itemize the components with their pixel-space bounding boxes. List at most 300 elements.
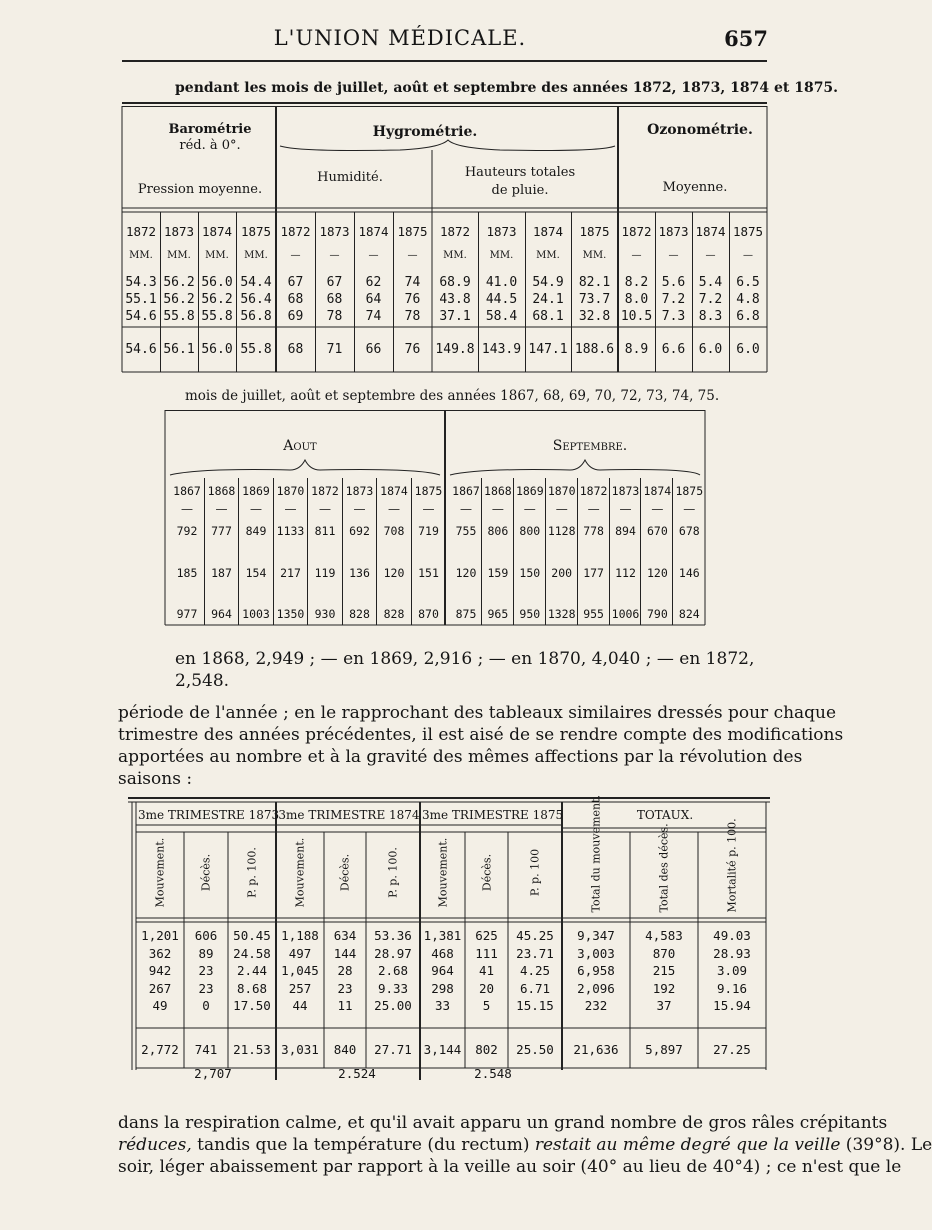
table-cell: 298 [431,980,454,996]
subtotal-cell: 2.524 [338,1066,376,1081]
year-header: 1874 [358,224,389,239]
page-number: 657 [724,26,768,51]
table-cell: 67 [287,275,304,290]
table-cell: 15.15 [516,998,554,1013]
table-cell: 964 [431,963,454,978]
unit-label: — [631,250,642,261]
text3-line1: dans la respiration calme, et qu'il avait apparu un grand nombre de gros râles crépitants [118,1113,888,1133]
table-cell: 778 [583,524,604,538]
table-cell: 232 [584,998,608,1013]
table-cell: 55.1 [125,292,157,307]
table-cell: 2.68 [377,963,409,978]
table-cell: 37 [656,998,672,1013]
year-header: 1875 [675,484,704,498]
group-totaux: TOTAUX. [636,808,694,822]
total-cell: 741 [194,1042,218,1057]
table-cell: 670 [647,524,668,538]
unit-label: — [705,250,716,261]
unit-label: — [368,250,379,261]
table-cell: 24.1 [532,292,564,307]
table-cell: 678 [678,524,700,538]
total-cell: 25.50 [516,1042,554,1057]
column-rule [655,212,656,372]
table-cell: 692 [349,524,370,538]
table-cell: 8.0 [624,292,649,307]
table-cell: 4.25 [519,963,551,978]
total-cell: 977 [176,607,198,621]
table-cell: 719 [418,524,439,538]
total-cell: 1350 [276,607,305,621]
table-cell: 37.1 [439,309,471,324]
table-cell: 64 [365,292,382,307]
total-cell: 27.71 [374,1042,412,1057]
total-cell: 1006 [611,607,640,621]
total-cell: 8.9 [624,342,649,357]
unit-label: MM. [536,250,560,261]
table-cell: 3.09 [716,963,748,978]
table-cell: 32.8 [578,309,611,324]
total-cell: 950 [519,607,541,621]
column-rule [198,212,199,372]
table-cell: 792 [176,524,198,538]
column-header: Mouvement. [436,837,449,908]
text1-line1: en 1868, 2,949 ; — en 1869, 2,916 ; — en 1870, 4,040 ; — en 1872, [175,649,755,669]
table-cell: 120 [647,566,668,580]
total-cell: 56.1 [163,342,195,357]
text3-line3: soir, léger abaissement par rapport à la veille au soir (40° au lieu de 40°4) ; ce n'est que le [118,1157,902,1177]
text1-line2: 2,548. [175,671,230,691]
table-cell: 23.71 [516,945,554,961]
table-cell: 154 [245,566,267,580]
table-cell: 44.5 [485,292,518,307]
table1-caption: pendant les mois de juillet, août et septembre des années 1872, 1873, 1874 et 1875. [175,80,839,96]
total-cell: 149.8 [435,342,475,357]
text2-line2: trimestre des années précédentes, il est aisé de se rendre compte des modifications [118,725,844,745]
table-cell: 11 [337,998,353,1013]
group-1874: 3me TRIMESTRE 1874 [278,808,420,822]
table-cell: 67 [326,275,343,290]
column-header: P. p. 100. [245,847,259,898]
table-cell: 56.8 [240,309,272,324]
table-cell: 942 [148,963,172,978]
table-cell: 54.4 [240,275,272,290]
total-cell: 143.9 [481,342,522,357]
table-cell: 50.45 [233,928,271,943]
total-cell: 21,636 [573,1042,619,1057]
dash-cell: — [683,502,696,516]
table-cell: 111 [475,945,498,961]
column-rule [354,212,355,372]
barometrie-sub: réd. à 0°. [179,138,241,153]
table-cell: 119 [314,566,336,580]
table-cell: 74 [365,309,382,324]
table-cell: 15.94 [713,998,751,1013]
table-cell: 8.2 [624,275,649,290]
table-cell: 3,003 [577,945,615,961]
total-cell: 27.25 [713,1042,751,1057]
group-1875: 3me TRIMESTRE 1875 [422,808,564,822]
total-cell: 828 [349,607,370,621]
total-cell: 824 [678,607,700,621]
table-cell: 28 [337,963,353,978]
table-cell: 54.3 [125,275,157,290]
column-rule [342,478,343,625]
table-cell: 56.0 [201,275,233,290]
dash-cell: — [555,502,568,516]
dash-cell: — [587,502,600,516]
unit-label: — [407,250,418,261]
table-cell: 150 [519,566,541,580]
table2-caption: mois de juillet, août et septembre des années 1867, 68, 69, 70, 72, 73, 74, 75. [185,388,720,404]
table-cell: 8.68 [236,980,268,996]
table-cell: 7.2 [698,292,723,307]
year-header: 1867 [173,484,201,498]
table-cell: 76 [404,292,421,307]
table-cell: 69 [287,309,304,324]
unit-label: — [668,250,679,261]
year-header: 1867 [452,484,480,498]
year-header: 1869 [515,484,544,498]
table-cell: 68.1 [532,309,564,324]
year-header: 1873 [345,484,374,498]
table-cell: 62 [365,275,382,290]
column-header: Total des décès. [657,823,671,913]
text3-line2 [118,1134,932,1156]
table-cell: 43.8 [439,292,471,307]
total-cell: 76 [404,342,421,357]
column-header: Total du mouvement. [589,794,603,913]
total-cell: 955 [583,607,604,621]
total-cell: 790 [647,607,668,621]
total-cell: 3,031 [281,1042,319,1057]
table-cell: 185 [176,566,198,580]
table-cell: 78 [326,309,343,324]
table-cell: 136 [349,566,370,580]
table-cell: 58.4 [485,309,518,324]
table-cell: 28.93 [713,945,751,961]
table-cell: 55.8 [163,309,195,324]
total-cell: 71 [326,342,343,357]
total-cell: 188.6 [574,342,615,357]
year-header: 1873 [611,484,640,498]
column-rule [481,478,482,625]
table-cell: 0 [202,998,210,1013]
year-header: 1869 [242,484,270,498]
year-header: 1875 [397,224,428,239]
table-cell: 23 [198,963,214,978]
table-cell: 1,188 [281,928,319,943]
column-rule [672,478,673,625]
total-cell: 2,772 [141,1042,179,1057]
dash-cell: — [353,502,366,516]
total-cell: 6.0 [698,342,723,357]
table-cell: 144 [333,945,357,961]
table-cell: 634 [333,928,357,943]
dash-cell: — [215,502,228,516]
table-cell: 200 [551,566,573,580]
year-header: 1872 [439,224,471,239]
total-cell: 6.0 [736,342,760,357]
column-rule [376,478,377,625]
year-header: 1874 [201,224,233,239]
column-rule [411,478,412,625]
pluie-label: de pluie. [491,183,549,198]
column-rule [478,212,479,372]
unit-label: MM. [443,250,467,261]
total-cell: 21.53 [233,1042,271,1057]
column-rule [525,212,526,372]
table-cell: 159 [487,566,509,580]
table-cell: 497 [288,945,312,961]
year-header: 1873 [658,224,689,239]
table-cell: 68 [326,292,343,307]
column-header: Mortalité p. 100. [725,818,739,913]
table-cell: 1133 [276,524,305,538]
year-header: 1875 [414,484,443,498]
unit-label: — [290,250,301,261]
total-cell: 964 [211,607,232,621]
column-header: Mouvement. [153,837,167,908]
column-rule [307,478,308,625]
table-cell: 25.00 [374,998,412,1013]
table-cell: 55.8 [201,309,233,324]
text2-line1: période de l'année ; en le rapprochant des tableaux similaires dressés pour chaque [118,703,837,723]
text2-line4: saisons : [118,769,193,789]
dash-cell: — [460,502,472,516]
unit-label: MM. [489,250,514,261]
dash-cell: — [619,502,632,516]
text2-line3: apportées au nombre et à la gravité des mêmes affections par la révolution des [118,747,803,767]
table-cell: 120 [455,566,477,580]
total-cell: 147.1 [528,342,568,357]
total-cell: 5,897 [645,1042,683,1057]
column-rule [236,212,237,372]
table-cell: 20 [478,980,495,996]
subtotal-cell: 2.548 [474,1066,512,1081]
total-cell: 875 [455,607,477,621]
column-rule [692,212,693,372]
column-rule [160,212,161,372]
year-header: 1875 [240,224,272,239]
year-header: 1872 [621,224,652,239]
column-rule [393,212,394,372]
year-header: 1868 [207,484,236,498]
table-cell: 6.71 [519,980,551,996]
year-header: 1873 [163,224,195,239]
table-cell: 217 [280,566,301,580]
table-cell: 192 [652,980,676,996]
total-cell: 6.6 [661,342,686,357]
table-cell: 2,096 [577,980,615,996]
total-cell: 55.8 [240,342,272,357]
table-cell: 24.58 [233,945,271,961]
total-cell: 3,144 [423,1042,462,1057]
unit-label: MM. [167,250,191,261]
total-cell: 68 [287,342,304,357]
table-cell: 7.3 [661,309,686,324]
dash-cell: — [651,502,664,516]
table-cell: 82.1 [578,275,611,290]
column-header: P. p. 100 [528,848,542,897]
table-cell: 89 [198,945,214,961]
table-cell: 606 [194,928,218,943]
unit-label: MM. [205,250,229,261]
table-cell: 78 [404,309,421,324]
dash-cell: — [181,502,193,516]
text3-l2b: tandis que la température (du rectum) [191,1135,535,1155]
table2-rules-svg [0,400,800,640]
table-cell: 5.4 [698,275,723,290]
total-cell: 56.0 [201,342,233,357]
table-cell: 9.33 [377,980,409,996]
table-cell: 146 [678,566,700,580]
column-rule [513,478,514,625]
table-cell: 755 [455,524,477,538]
table-cell: 6.5 [736,275,760,290]
table-cell: 6.8 [736,309,760,324]
subtotal-cell: 2,707 [194,1066,232,1081]
table-cell: 8.3 [698,309,723,324]
humidite-label: Humidité. [317,170,383,185]
table-cell: 151 [418,566,439,580]
hauteurs-label: Hauteurs totales [464,165,576,180]
table-cell: 177 [583,566,604,580]
table-cell: 17.50 [233,998,271,1013]
year-header: 1874 [643,484,672,498]
table-cell: 49.03 [713,928,751,943]
column-rule [640,478,641,625]
total-cell: 66 [365,342,382,357]
table-cell: 215 [652,963,676,978]
table-cell: 73.7 [578,292,611,307]
year-header: 1874 [695,224,726,239]
table-cell: 74 [404,275,421,290]
table-cell: 468 [431,945,454,961]
table-cell: 9,347 [577,928,615,943]
unit-label: MM. [129,250,153,261]
table-cell: 45.25 [516,928,554,943]
table-cell: 23 [337,980,353,996]
table-cell: 54.6 [125,309,157,324]
column-header: P. p. 100. [386,847,400,898]
table-cell: 800 [519,524,541,538]
column-rule [729,212,730,372]
table-cell: 625 [475,928,498,943]
year-header: 1875 [732,224,764,239]
column-rule [315,212,316,372]
unit-label: — [743,250,753,261]
total-cell: 840 [333,1042,357,1057]
column-header: Mouvement. [293,837,307,908]
column-rule [609,478,610,625]
table-cell: 1,201 [141,928,179,943]
hygrometrie-title: Hygrométrie. [372,124,478,140]
dash-cell: — [388,502,400,516]
table-cell: 9.16 [716,980,748,996]
moyenne-label: Moyenne. [662,180,728,195]
unit-label: MM. [244,250,268,261]
table-cell: 4,583 [645,928,683,943]
year-header: 1872 [280,224,311,239]
unit-label: MM. [582,250,607,261]
table-cell: 2.44 [236,963,268,978]
table-cell: 5.6 [661,275,686,290]
table-cell: 708 [383,524,405,538]
table1-rules-svg [0,0,800,400]
year-header: 1873 [486,224,517,239]
table-cell: 1128 [547,524,576,538]
table-cell: 68.9 [439,275,471,290]
column-rule [545,478,546,625]
table-cell: 56.4 [240,292,272,307]
dash-cell: — [523,502,536,516]
table-cell: 28.97 [374,945,412,961]
table-cell: 56.2 [163,292,195,307]
text3-l2d: (39°8). Le [840,1135,932,1155]
pression-label: Pression moyenne. [137,182,263,197]
column-header: Décès. [480,853,493,892]
table-cell: 33 [434,998,451,1013]
year-header: 1875 [579,224,610,239]
column-rule [571,212,572,372]
journal-title: L'UNION MÉDICALE. [273,26,527,50]
table-cell: 10.5 [620,309,653,324]
table-cell: 112 [615,566,636,580]
text3-italic-c: restait au même degré que la veille [534,1135,841,1155]
total-cell: 1328 [547,607,576,621]
year-header: 1870 [547,484,576,498]
year-header: 1874 [532,224,564,239]
table-cell: 777 [211,524,232,538]
dash-cell: — [284,502,297,516]
table-cell: 187 [211,566,232,580]
barometrie-title: Barométrie [168,122,252,137]
total-cell: 54.6 [125,342,157,357]
year-header: 1873 [319,224,350,239]
table-cell: 870 [652,945,676,961]
table-cell: 811 [314,524,336,538]
year-header: 1868 [484,484,512,498]
text3-italic-a: réduces, [118,1135,192,1155]
year-header: 1872 [311,484,339,498]
ozonometrie-title: Ozonométrie. [647,122,753,138]
table-cell: 56.2 [163,275,195,290]
table-cell: 41.0 [485,275,518,290]
table-cell: 53.36 [374,928,412,943]
table-cell: 6,958 [577,963,615,978]
table-cell: 120 [383,566,405,580]
column-rule [577,478,578,625]
year-header: 1874 [380,484,408,498]
dash-cell: — [319,502,331,516]
column-rule [273,478,274,625]
column-header: Décès. [199,853,213,892]
dash-cell: — [250,502,262,516]
total-cell: 870 [418,607,439,621]
unit-label: — [329,250,340,261]
total-cell: 1003 [242,607,270,621]
column-rule [204,478,205,625]
year-header: 1870 [276,484,305,498]
table-cell: 267 [148,980,172,996]
table-cell: 44 [292,998,308,1013]
table-cell: 68 [287,292,304,307]
total-cell: 965 [487,607,509,621]
table-cell: 56.2 [201,292,233,307]
table-cell: 7.2 [661,292,686,307]
table-cell: 806 [487,524,509,538]
dash-cell: — [491,502,504,516]
